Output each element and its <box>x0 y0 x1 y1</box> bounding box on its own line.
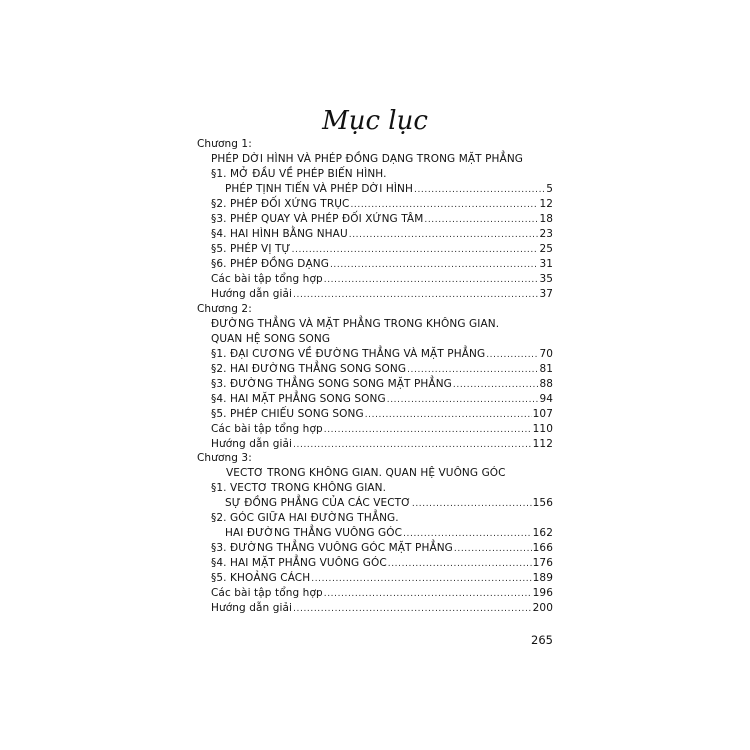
leader-dots <box>412 497 532 511</box>
toc-entry <box>211 602 553 616</box>
toc-entry-title: §3. PHÉP QUAY VÀ PHÉP ĐỐI XỨNG TÂM <box>211 213 424 225</box>
toc-entry-title: §1. ĐẠI CƯƠNG VỀ ĐƯỜNG THẲNG VÀ MẶT PHẲNG <box>211 348 486 360</box>
toc-entry-page: 25 <box>539 243 553 255</box>
toc-entry-title: PHÉP TỊNH TIẾN VÀ PHÉP DỜI HÌNH <box>225 183 413 195</box>
leader-dots <box>403 527 532 541</box>
toc-entry <box>211 572 553 586</box>
toc-entry <box>211 423 553 437</box>
leader-dots <box>388 557 532 571</box>
toc-entry-page: 166 <box>532 542 553 554</box>
toc-entry-title: §5. PHÉP CHIẾU SONG SONG <box>211 408 364 420</box>
toc-entry-title: §4. HAI MẶT PHẲNG SONG SONG <box>211 393 386 405</box>
toc-entry-title: §4. HAI HÌNH BẰNG NHAU <box>211 228 348 240</box>
toc-entry <box>211 258 553 272</box>
chapter-heading: QUAN HỆ SONG SONG <box>211 333 331 345</box>
toc-entry-title: §2. PHÉP ĐỐI XỨNG TRỤC <box>211 198 350 210</box>
toc-entry <box>211 243 553 257</box>
toc-entry-title: §3. ĐƯỜNG THẲNG SONG SONG MẶT PHẲNG <box>211 378 452 390</box>
toc-entry-page: 31 <box>539 258 553 270</box>
leader-dots <box>324 587 532 601</box>
toc-entry-page: 196 <box>532 587 553 599</box>
leader-dots <box>293 288 538 302</box>
toc-entry <box>211 408 553 422</box>
page-title: Mục lục <box>322 106 428 136</box>
toc-entry-title: §5. PHÉP VỊ TỰ <box>211 243 291 255</box>
leader-dots <box>330 258 539 272</box>
toc-entry-page: 162 <box>532 527 553 539</box>
toc-entry-page: 107 <box>532 408 553 420</box>
chapter-label: Chương 2: <box>197 303 252 315</box>
leader-dots <box>324 423 532 437</box>
toc-entry <box>225 527 553 541</box>
toc-entry-title: SỰ ĐỒNG PHẲNG CỦA CÁC VECTƠ <box>225 497 411 509</box>
toc-entry-title: Hướng dẫn giải <box>211 438 293 450</box>
toc-entry-page: 112 <box>532 438 553 450</box>
toc-entry-title: Các bài tập tổng hợp <box>211 273 323 285</box>
toc-entry-title: §4. HAI MẶT PHẲNG VUÔNG GÓC <box>211 557 387 569</box>
chapter-label: Chương 1: <box>197 138 252 150</box>
chapter-heading: PHÉP DỜI HÌNH VÀ PHÉP ĐỒNG DẠNG TRONG MẶT PHẲNG <box>211 153 524 165</box>
toc-entry-page: 12 <box>539 198 553 210</box>
toc-entry-title: §6. PHÉP ĐỒNG DẠNG <box>211 258 329 270</box>
toc-entry-page: 5 <box>546 183 553 195</box>
toc-entry-title: §5. KHOẢNG CÁCH <box>211 572 311 584</box>
toc-entry-title: Hướng dẫn giải <box>211 602 293 614</box>
toc-entry-page: 35 <box>539 273 553 285</box>
chapter-heading: VECTƠ TRONG KHÔNG GIAN. QUAN HỆ VUÔNG GÓC <box>226 467 506 479</box>
toc-entry <box>211 348 553 362</box>
toc-entry-page: 189 <box>532 572 553 584</box>
toc-entry-page: 200 <box>532 602 553 614</box>
leader-dots <box>407 363 538 377</box>
leader-dots <box>414 183 545 197</box>
toc-entry-page: 156 <box>532 497 553 509</box>
toc-entry <box>211 438 553 452</box>
leader-dots <box>349 228 539 242</box>
toc-entry <box>211 288 553 302</box>
toc-entry <box>225 497 553 511</box>
toc-entry-page: 110 <box>532 423 553 435</box>
leader-dots <box>293 602 532 616</box>
leader-dots <box>292 243 539 257</box>
leader-dots <box>350 198 538 212</box>
toc-entry <box>211 273 553 287</box>
toc-entry-page: 18 <box>539 213 553 225</box>
toc-entry-title: Các bài tập tổng hợp <box>211 587 323 599</box>
leader-dots <box>387 393 539 407</box>
leader-dots <box>424 213 538 227</box>
page-number: 265 <box>531 633 553 647</box>
toc-entry-page: 81 <box>539 363 553 375</box>
toc-entry-title: HAI ĐƯỜNG THẲNG VUÔNG GÓC <box>225 527 403 539</box>
toc-entry <box>211 542 553 556</box>
toc-entry <box>211 213 553 227</box>
toc-entry <box>211 378 553 392</box>
toc-entry-page: 176 <box>532 557 553 569</box>
toc-entry <box>211 228 553 242</box>
chapter-label: Chương 3: <box>197 452 252 464</box>
leader-dots <box>453 378 539 392</box>
toc-entry-page: 88 <box>539 378 553 390</box>
leader-dots <box>311 572 531 586</box>
toc-entry <box>225 183 553 197</box>
toc-entry <box>211 198 553 212</box>
toc-entry-page: 23 <box>539 228 553 240</box>
leader-dots <box>324 273 539 287</box>
toc-entry-page: 94 <box>539 393 553 405</box>
toc-entry-page: 37 <box>539 288 553 300</box>
toc-entry-title: §2. HAI ĐƯỜNG THẲNG SONG SONG <box>211 363 407 375</box>
toc-entry-title: §3. ĐƯỜNG THẲNG VUÔNG GÓC MẶT PHẲNG <box>211 542 453 554</box>
toc-entry: §2. GÓC GIỮA HAI ĐƯỜNG THẲNG. <box>211 512 399 524</box>
toc-entry-title: Các bài tập tổng hợp <box>211 423 323 435</box>
toc-entry <box>211 587 553 601</box>
toc-entry <box>211 393 553 407</box>
toc-entry: §1. MỞ ĐẦU VỀ PHÉP BIẾN HÌNH. <box>211 168 387 180</box>
toc-entry-page: 70 <box>539 348 553 360</box>
toc-entry <box>211 557 553 571</box>
toc-entry <box>211 363 553 377</box>
leader-dots <box>293 438 532 452</box>
toc-entry-title: Hướng dẫn giải <box>211 288 293 300</box>
leader-dots <box>365 408 532 422</box>
chapter-heading: ĐƯỜNG THẲNG VÀ MẶT PHẲNG TRONG KHÔNG GIAN. <box>211 318 500 330</box>
leader-dots <box>454 542 532 556</box>
leader-dots <box>486 348 538 362</box>
toc-entry: §1. VECTƠ TRONG KHÔNG GIAN. <box>211 482 387 494</box>
